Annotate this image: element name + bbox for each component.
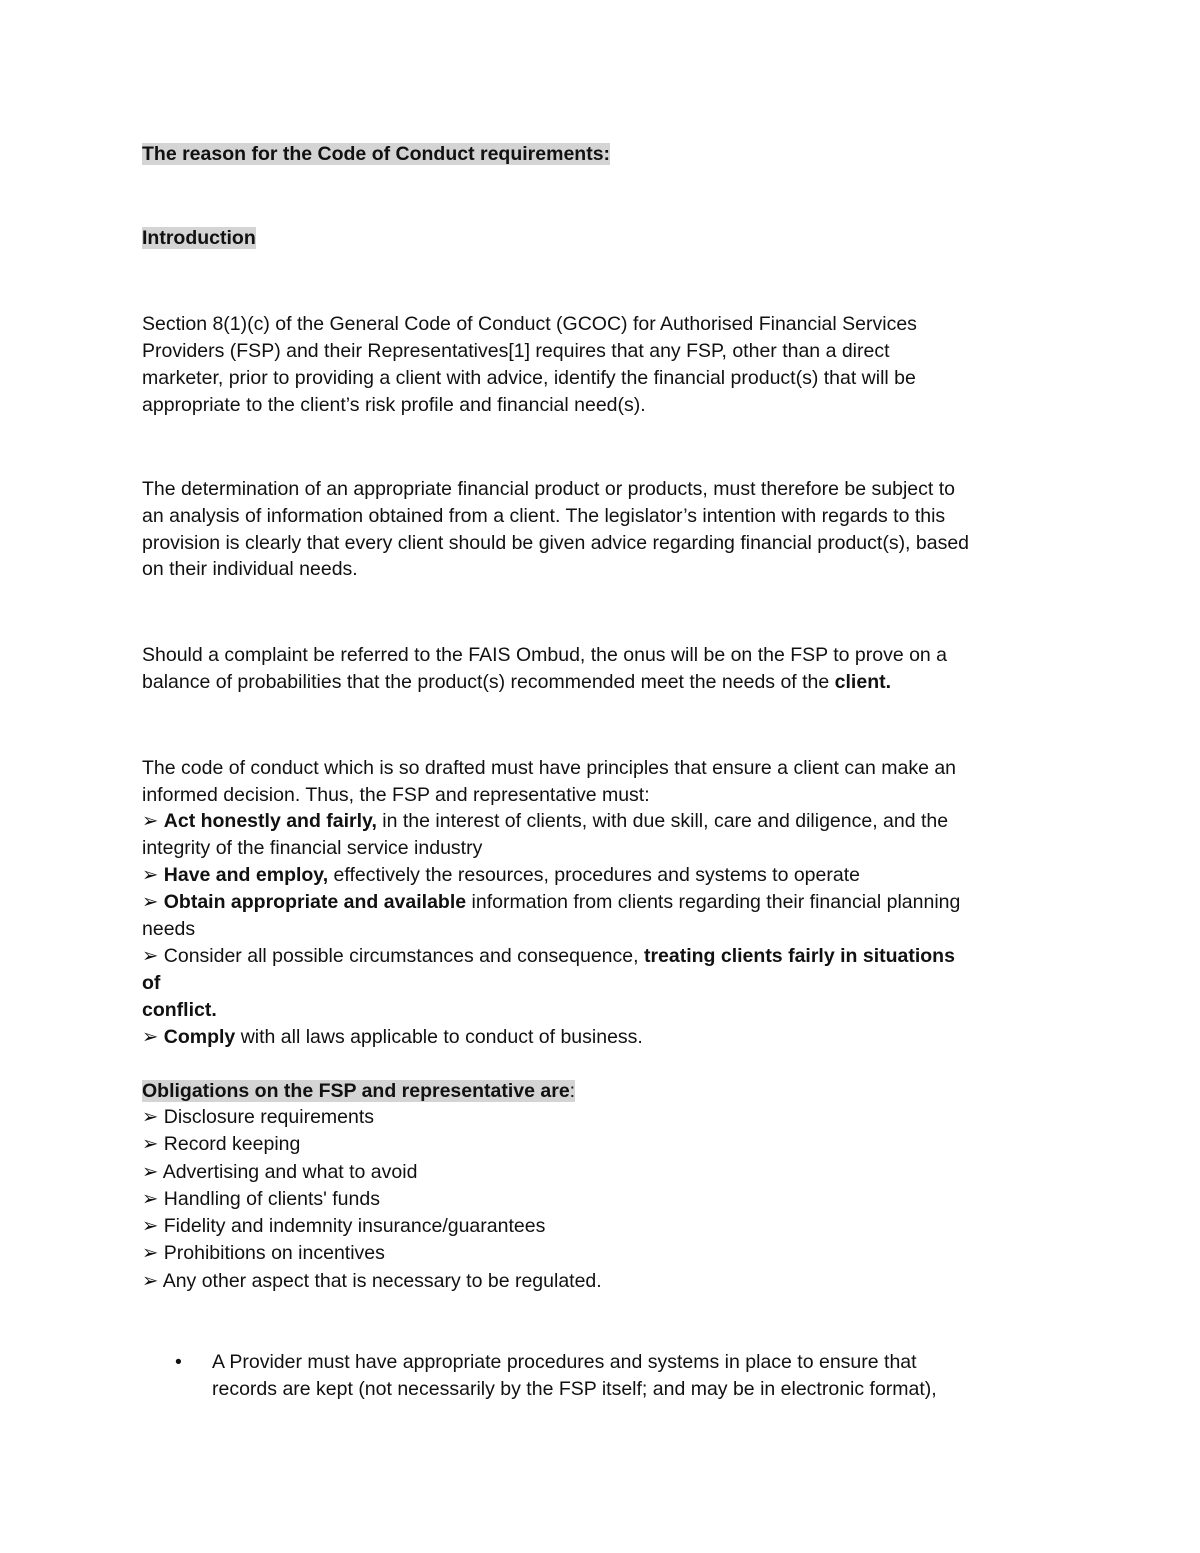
arrow-bullet-icon: ➢ — [142, 1215, 159, 1237]
p1-line-1: Section 8(1)(c) of the General Code of Conduct (GCOC) for Authorised Financial Services — [142, 313, 917, 335]
principle-item-employ: ➢ Have and employ, effectively the resources, procedures and systems to operate — [142, 864, 860, 886]
obligation-item: ➢ Any other aspect that is necessary to be regulated. — [142, 1270, 602, 1292]
arrow-bullet-icon: ➢ — [142, 810, 159, 832]
arrow-bullet-icon: ➢ — [142, 1106, 159, 1128]
bullet-line-1: A Provider must have appropriate procedures and systems in place to ensure that — [212, 1351, 917, 1373]
intro-heading: Introduction — [142, 227, 256, 249]
arrow-bullet-icon: ➢ — [142, 1133, 159, 1155]
arrow-bullet-icon: ➢ — [142, 1270, 159, 1292]
arrow-bullet-icon: ➢ — [142, 1026, 159, 1048]
p2-line-2: an analysis of information obtained from a client. The legislator’s intention with regards to this — [142, 505, 946, 527]
p4-line-1: The code of conduct which is so drafted must have principles that ensure a client can make an — [142, 757, 957, 779]
p2-line-4: on their individual needs. — [142, 558, 358, 580]
p3-line-2: balance of probabilities that the product(s) recommended meet the needs of the client. — [142, 671, 892, 693]
bullet-line-2: records are kept (not necessarily by the FSP itself; and may be in electronic format), — [212, 1378, 937, 1400]
bullet-dot-icon: • — [175, 1351, 182, 1373]
arrow-bullet-icon: ➢ — [142, 1161, 159, 1183]
obligation-item: ➢ Handling of clients' funds — [142, 1188, 380, 1210]
principle-item-obtain-cont: needs — [142, 918, 196, 940]
p1-line-2: Providers (FSP) and their Representatives[1] requires that any FSP, other than a direct — [142, 340, 890, 362]
arrow-bullet-icon: ➢ — [142, 1242, 159, 1264]
p4-line-2: informed decision. Thus, the FSP and representative must: — [142, 784, 650, 806]
principle-item-obtain: ➢ Obtain appropriate and available information from clients regarding their financial planning — [142, 891, 961, 913]
p2-line-3: provision is clearly that every client should be given advice regarding financial product(s), based — [142, 532, 970, 554]
obligation-item: ➢ Advertising and what to avoid — [142, 1161, 418, 1183]
obligations-heading: Obligations on the FSP and representative are: — [142, 1080, 576, 1102]
p1-line-3: marketer, prior to providing a client with advice, identify the financial product(s) that will be — [142, 367, 916, 389]
principle-item-consider-cont-2: conflict. — [142, 999, 217, 1021]
p1-line-4: appropriate to the client’s risk profile and financial need(s). — [142, 394, 646, 416]
p3-line-1: Should a complaint be referred to the FAIS Ombud, the onus will be on the FSP to prove on a — [142, 644, 948, 666]
obligation-item: ➢ Record keeping — [142, 1133, 301, 1155]
arrow-bullet-icon: ➢ — [142, 864, 159, 886]
principle-item-consider: ➢ Consider all possible circumstances and consequence, treating clients fairly in situations — [142, 945, 955, 967]
arrow-bullet-icon: ➢ — [142, 945, 159, 967]
principle-item-honesty-cont: integrity of the financial service industry — [142, 837, 483, 859]
p2-line-1: The determination of an appropriate financial product or products, must therefore be subject to — [142, 478, 955, 500]
principle-item-honesty: ➢ Act honestly and fairly, in the interest of clients, with due skill, care and diligence, and the — [142, 810, 949, 832]
document-title: The reason for the Code of Conduct requirements: — [142, 143, 611, 165]
obligation-item: ➢ Prohibitions on incentives — [142, 1242, 385, 1264]
arrow-bullet-icon: ➢ — [142, 891, 159, 913]
principle-item-consider-cont-1: of — [142, 972, 161, 994]
obligation-item: ➢ Disclosure requirements — [142, 1106, 375, 1128]
obligation-item: ➢ Fidelity and indemnity insurance/guarantees — [142, 1215, 546, 1237]
arrow-bullet-icon: ➢ — [142, 1188, 159, 1210]
principle-item-comply: ➢ Comply with all laws applicable to conduct of business. — [142, 1026, 643, 1048]
